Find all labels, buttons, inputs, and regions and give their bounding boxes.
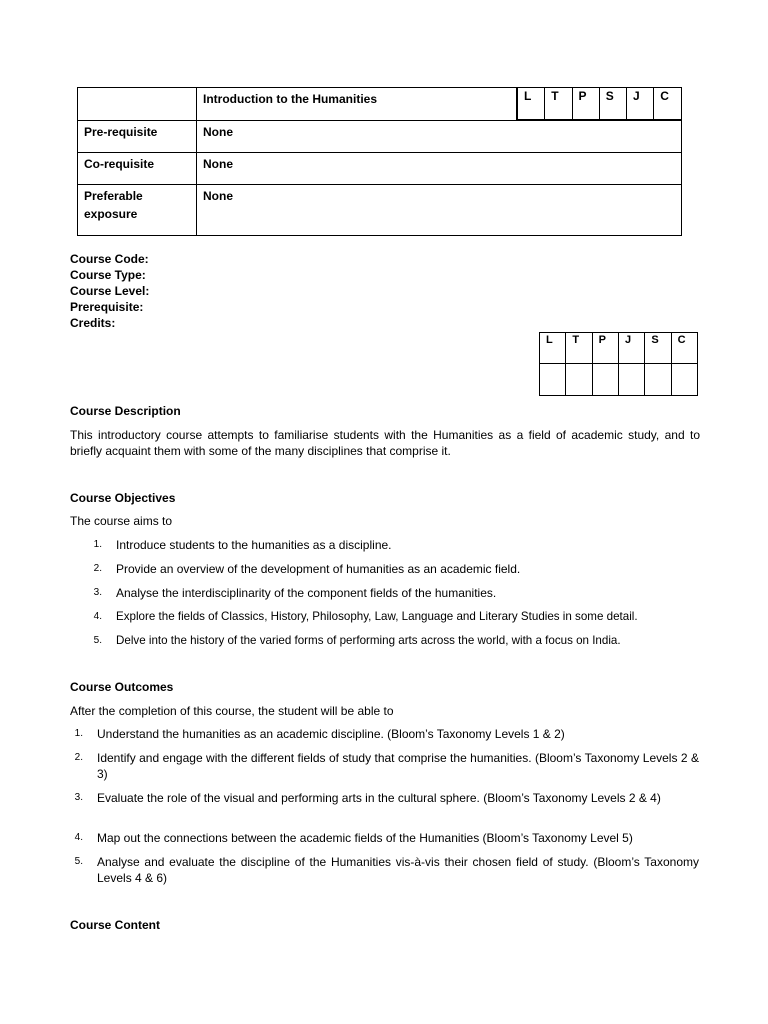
course-fields xyxy=(70,251,149,331)
objectives-intro: The course aims to xyxy=(70,514,173,528)
course-level-label: Course Level: xyxy=(70,284,150,298)
small-header-l: L xyxy=(540,333,566,364)
ltps-header-table xyxy=(517,88,681,120)
ltps-header-cell xyxy=(517,88,682,121)
small-header-c: C xyxy=(671,333,697,364)
objective-number: 4. xyxy=(93,611,102,622)
preferable-exposure-label-line2: exposure xyxy=(84,207,138,221)
objective-number: 5. xyxy=(93,635,102,646)
prerequisite-value: None xyxy=(197,121,682,153)
objective-item: Delve into the history of the varied forms of performing arts across the world, with a focus on India. xyxy=(116,634,621,647)
small-header-s: S xyxy=(645,333,671,364)
small-header-p: P xyxy=(592,333,618,364)
credit-structure-table xyxy=(539,332,698,396)
prerequisite-label: Pre-requisite xyxy=(78,121,197,153)
outcome-number: 5. xyxy=(74,856,83,867)
outcome-number: 3. xyxy=(74,792,83,803)
corequisite-value: None xyxy=(197,153,682,185)
small-value-p xyxy=(592,364,618,396)
outcome-item: Analyse and evaluate the discipline of the Humanities vis-à-vis their chosen field of study. (Bloom’s Taxonomy Levels 4 & 6) xyxy=(97,855,699,885)
description-text: This introductory course attempts to familiarise students with the Humanities as a field of academic study, and to briefly acquaint them with some of the many disciplines that comprise it. xyxy=(70,428,700,458)
content-heading: Course Content xyxy=(70,918,160,932)
objective-item: Introduce students to the humanities as a discipline. xyxy=(116,538,392,552)
objective-number: 3. xyxy=(93,587,102,598)
ltps-header-l: L xyxy=(518,88,545,120)
small-value-j xyxy=(618,364,644,396)
credits-label: Credits: xyxy=(70,316,116,330)
prerequisite-field-label: Prerequisite: xyxy=(70,300,144,314)
ltps-header-c: C xyxy=(654,88,681,120)
ltps-header-j: J xyxy=(627,88,654,120)
objective-item: Provide an overview of the development of humanities as an academic field. xyxy=(116,562,521,576)
small-value-t xyxy=(566,364,592,396)
course-code-label: Course Code: xyxy=(70,252,149,266)
preferable-exposure-value: None xyxy=(197,185,682,236)
ltps-header-p: P xyxy=(572,88,599,120)
corequisite-label: Co-requisite xyxy=(78,153,197,185)
outcome-item: Evaluate the role of the visual and performing arts in the cultural sphere. (Bloom’s Taxonomy Levels 2 & 4) xyxy=(97,791,661,805)
small-value-s xyxy=(645,364,671,396)
preferable-exposure-label xyxy=(78,185,197,236)
outcome-number: 2. xyxy=(74,752,83,763)
outcomes-intro: After the completion of this course, the student will be able to xyxy=(70,704,394,718)
preferable-exposure-label-line1: Preferable xyxy=(84,189,143,203)
small-header-t: T xyxy=(566,333,592,364)
small-value-l xyxy=(540,364,566,396)
objective-item: Explore the fields of Classics, History, Philosophy, Law, Language and Literary Studies in some detail. xyxy=(116,610,638,623)
description-heading: Course Description xyxy=(70,404,181,418)
course-title-cell: Introduction to the Humanities xyxy=(197,88,517,121)
outcomes-heading: Course Outcomes xyxy=(70,680,174,694)
objective-item: Analyse the interdisciplinarity of the component fields of the humanities. xyxy=(116,586,497,600)
objective-number: 1. xyxy=(93,539,102,550)
outcome-item: Understand the humanities as an academic discipline. (Bloom’s Taxonomy Levels 1 & 2) xyxy=(97,727,565,741)
outcome-item: Identify and engage with the different fields of study that comprise the humanities. (Bloom’s Taxonomy Levels 2 & 3) xyxy=(97,751,699,781)
small-header-j: J xyxy=(618,333,644,364)
small-value-c xyxy=(671,364,697,396)
outcome-number: 4. xyxy=(74,832,83,843)
empty-corner-cell xyxy=(78,88,197,121)
objectives-heading: Course Objectives xyxy=(70,491,176,505)
outcome-number: 1. xyxy=(74,728,83,739)
outcome-item: Map out the connections between the academic fields of the Humanities (Bloom’s Taxonomy Level 5) xyxy=(97,831,633,845)
ltps-header-t: T xyxy=(545,88,572,120)
ltps-header-s: S xyxy=(599,88,626,120)
objective-number: 2. xyxy=(93,563,102,574)
course-type-label: Course Type: xyxy=(70,268,146,282)
course-info-table xyxy=(77,87,682,236)
